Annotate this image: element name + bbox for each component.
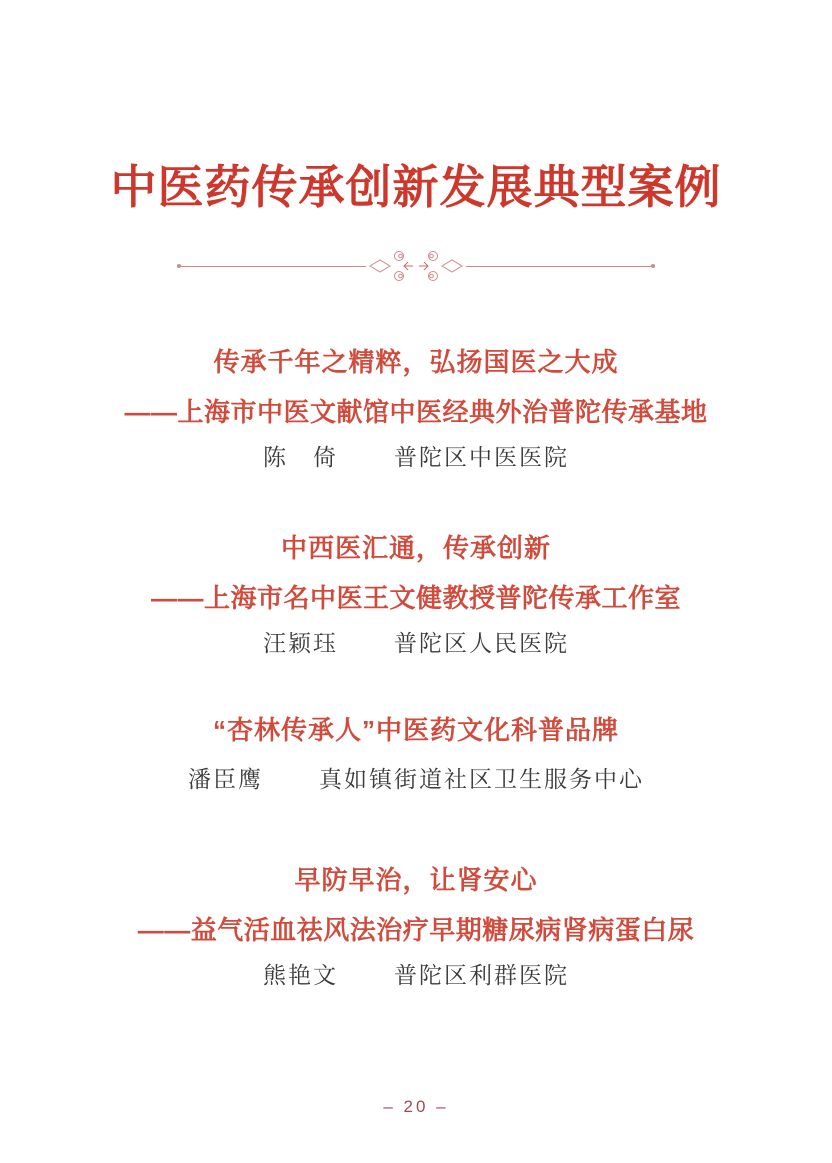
- case-author-line: [0, 762, 832, 798]
- case-subtitle: ——益气活血祛风法治疗早期糖尿病肾病蛋白尿: [137, 915, 695, 945]
- case-list: [0, 344, 832, 994]
- case-title: “杏林传承人”中医药文化科普品牌: [212, 715, 619, 745]
- case-organization: 真如镇街道社区卫生服务中心: [319, 767, 644, 792]
- case-title: 早防早治，让肾安心: [294, 865, 538, 895]
- page-number: – 20 –: [383, 1097, 449, 1116]
- case-entry: [0, 862, 832, 994]
- page-title: 中医药传承创新发展典型案例: [110, 162, 722, 213]
- divider-line-left: [179, 266, 366, 267]
- case-entry: [0, 530, 832, 662]
- divider-line-right: [466, 266, 653, 267]
- case-author-line: [0, 626, 832, 662]
- case-subtitle: ——上海市名中医王文健教授普陀传承工作室: [150, 583, 681, 613]
- case-author-name: 陈 倚: [263, 445, 338, 470]
- case-organization: 普陀区利群医院: [394, 963, 569, 988]
- case-author-name: 潘臣鹰: [188, 767, 263, 792]
- fleuron-icon: [368, 249, 464, 283]
- case-author-name: 汪颖珏: [263, 631, 338, 656]
- case-title: 传承千年之精粹，弘扬国医之大成: [213, 347, 619, 377]
- case-organization: 普陀区中医医院: [394, 445, 569, 470]
- ornamental-divider: [179, 248, 653, 284]
- case-subtitle: ——上海市中医文献馆中医经典外治普陀传承基地: [124, 397, 708, 427]
- case-title: 中西医汇通，传承创新: [280, 533, 551, 563]
- case-entry: [0, 712, 832, 798]
- case-organization: 普陀区人民医院: [394, 631, 569, 656]
- case-author-line: [0, 440, 832, 476]
- case-entry: [0, 344, 832, 476]
- case-author-name: 熊艳文: [263, 963, 338, 988]
- case-author-line: [0, 958, 832, 994]
